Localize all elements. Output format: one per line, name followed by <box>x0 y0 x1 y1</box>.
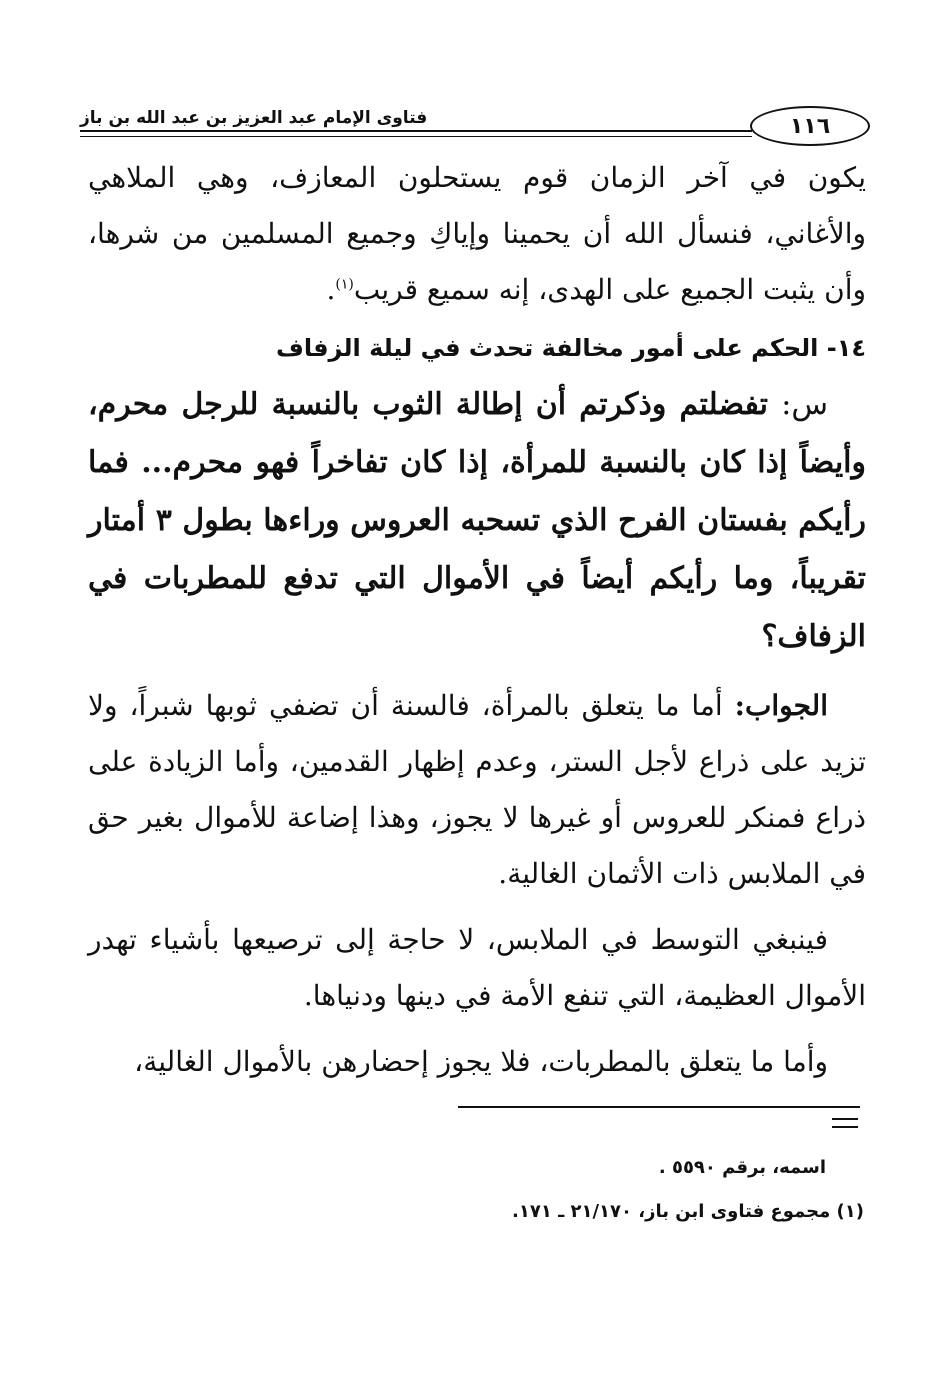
section-heading: ١٤- الحكم على أمور مخالفة تحدث في ليلة الزفاف <box>275 334 866 362</box>
intro-text-end: . <box>326 273 336 306</box>
intro-paragraph <box>88 150 866 318</box>
continuation-mark-2 <box>832 1126 858 1128</box>
page-number-frame <box>750 106 870 146</box>
page-header <box>80 96 870 156</box>
question-label: س: <box>781 387 828 422</box>
answer-paragraph <box>88 678 866 902</box>
header-rule <box>80 130 752 132</box>
question-text: تفضلتم وذكرتم أن إطالة الثوب بالنسبة للرجل محرم، وأيضاً إذا كان بالنسبة للمرأة، إذا كان تفاخراً فهو محرم... فما رأيكم بفستان الفرح الذي تسحبه العروس وراءها بطول ٣ أمتار تقريباً، وما رأيكم أيضاً في الأموال التي تدفع للمطربات في الزفاف؟ <box>88 387 867 654</box>
header-rule-thin <box>80 136 752 137</box>
page-number: ١١٦ <box>789 113 831 139</box>
page-body <box>88 150 866 1090</box>
footnote-separator <box>458 1106 860 1108</box>
paragraph-3: وأما ما يتعلق بالمطربات، فلا يجوز إحضارهن بالأموال الغالية، <box>134 1045 828 1078</box>
footnote-continued: اسمه، برقم ٥٥٩٠ . <box>658 1157 826 1178</box>
footnote-ref-1[interactable]: (١) <box>335 276 354 293</box>
intro-text: يكون في آخر الزمان قوم يستحلون المعازف، وهي الملاهي والأغاني، فنسأل الله أن يحمينا وإياكِ وجميع المسلمين من شرها، وأن يثبت الجميع على الهدى، إنه سميع قريب <box>88 161 866 306</box>
continuation-mark <box>832 1118 858 1120</box>
footnotes <box>88 1146 864 1234</box>
answer-text: أما ما يتعلق بالمرأة، فالسنة أن تضفي ثوبها شبراً، ولا تزيد على ذراع لأجل الستر، وعدم إظهار القدمين، وأما الزيادة على ذراع فمنكر للعروس أو غيرها لا يجوز، وهذا إضاعة للأموال بغير حق في الملابس ذات الأثمان الغالية. <box>88 689 866 890</box>
question-paragraph <box>88 376 866 666</box>
footnote-1: (١) مجموع فتاوى ابن باز، ٢١/١٧٠ ـ ١٧١. <box>512 1201 864 1222</box>
paragraph-2: فينبغي التوسط في الملابس، لا حاجة إلى ترصيعها بأشياء تهدر الأموال العظيمة، التي تنفع الأمة في دينها ودنياها. <box>88 923 866 1012</box>
running-title: فتاوى الإمام عبد العزيز بن عبد الله بن باز <box>80 108 428 128</box>
answer-label: الجواب: <box>734 689 828 722</box>
